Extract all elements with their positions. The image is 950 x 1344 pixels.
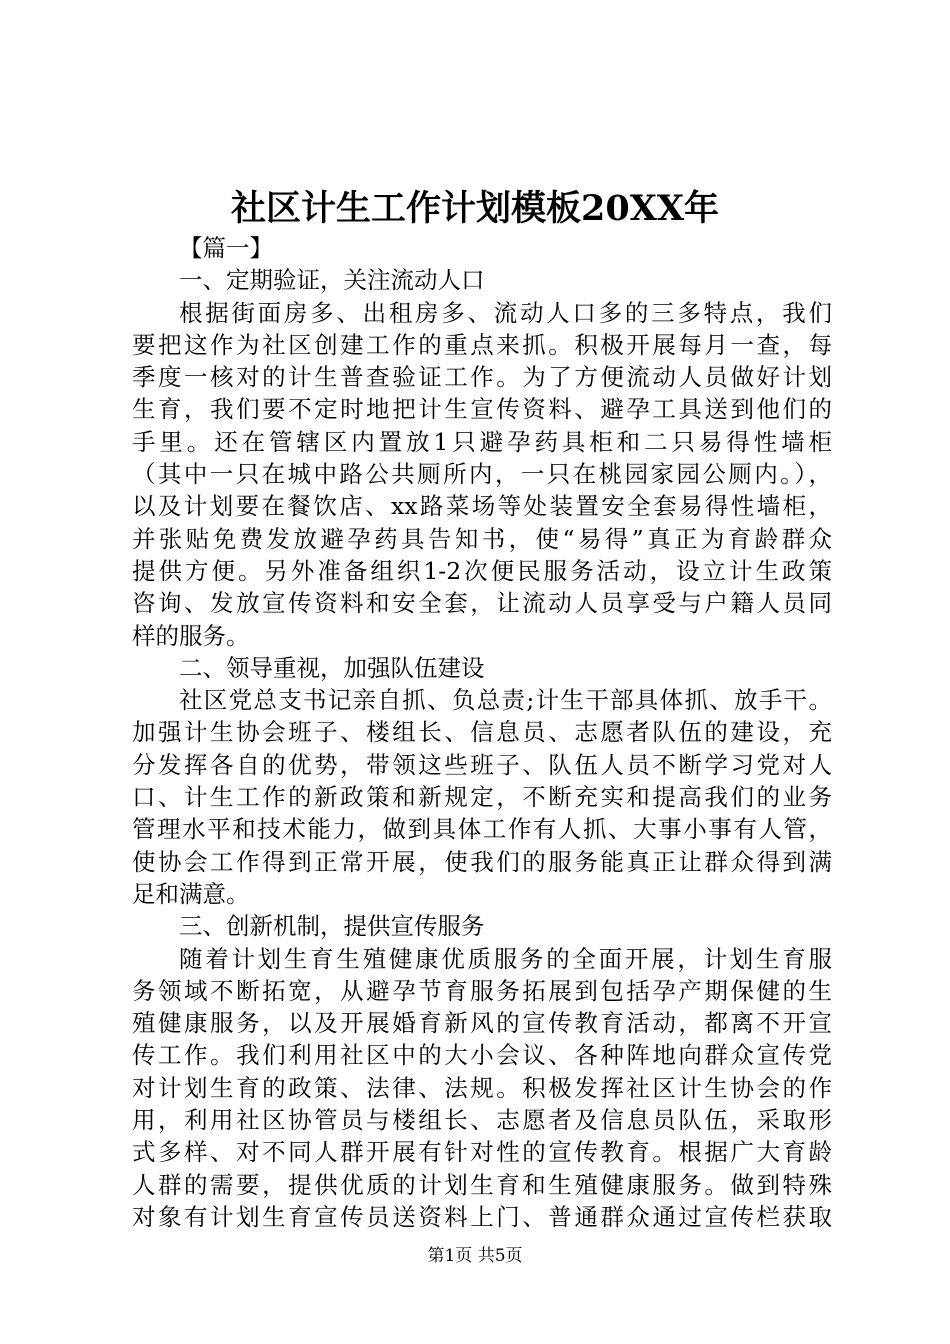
text-line: 并张贴免费发放避孕药具告知书，使“易得”真正为育龄群众 bbox=[132, 524, 832, 553]
text-line: 务领域不断拓宽，从避孕节育服务拓展到包括孕产期保健的生 bbox=[132, 976, 832, 1005]
text-line: 咨询、发放宣传资料和安全套，让流动人员享受与户籍人员同 bbox=[132, 589, 832, 618]
text-line: 随着计划生育生殖健康优质服务的全面开展，计划生育服 bbox=[179, 944, 832, 973]
text-line: 管理水平和技术能力，做到具体工作有人抓、大事小事有人管， bbox=[132, 815, 832, 844]
text-line: 以及计划要在餐饮店、xx路菜场等处装置安全套易得性墙柜， bbox=[132, 492, 832, 521]
text-line: 足和满意。 bbox=[132, 879, 250, 908]
text-line: 分发挥各自的优势，带领这些班子、队伍人员不断学习党对人 bbox=[132, 750, 832, 779]
text-line: 殖健康服务，以及开展婚育新风的宣传教育活动，都离不开宣 bbox=[132, 1009, 832, 1038]
text-line: 样的服务。 bbox=[132, 621, 250, 650]
text-line: 社区党总支书记亲自抓、负总责;计生干部具体抓、放手干。 bbox=[179, 686, 832, 715]
text-line: 根据街面房多、出租房多、流动人口多的三多特点，我们 bbox=[179, 298, 832, 327]
text-line: 提供方便。另外准备组织1-2次便民服务活动，设立计生政策 bbox=[132, 556, 832, 585]
text-line: 对象有计划生育宣传员送资料上门、普通群众通过宣传栏获取 bbox=[132, 1202, 832, 1231]
text-line: 要把这作为社区创建工作的重点来抓。积极开展每月一查，每 bbox=[132, 330, 832, 359]
text-line: 一、定期验证，关注流动人口 bbox=[179, 266, 485, 295]
text-line: 三、创新机制，提供宣传服务 bbox=[179, 912, 485, 941]
text-line: 人群的需要，提供优质的计划生育和生殖健康服务。做到特殊 bbox=[132, 1170, 832, 1199]
text-line: 季度一核对的计生普查验证工作。为了方便流动人员做好计划 bbox=[132, 363, 832, 392]
text-line: 二、领导重视，加强队伍建设 bbox=[179, 653, 485, 682]
text-line: 式多样、对不同人群开展有针对性的宣传教育。根据广大育龄 bbox=[132, 1138, 832, 1167]
document-title: 社区计生工作计划模板20XX年 bbox=[230, 188, 720, 229]
text-line: 【篇一】 bbox=[179, 234, 273, 262]
text-line: 口、计生工作的新政策和新规定，不断充实和提高我们的业务 bbox=[132, 783, 832, 812]
text-line: 生育，我们要不定时地把计生宣传资料、避孕工具送到他们的 bbox=[132, 395, 832, 424]
text-line: 传工作。我们利用社区中的大小会议、各种阵地向群众宣传党 bbox=[132, 1041, 832, 1070]
page-footer: 第1页 共5页 bbox=[427, 1246, 523, 1266]
text-line: 加强计生协会班子、楼组长、信息员、志愿者队伍的建设，充 bbox=[132, 718, 832, 747]
document-body bbox=[132, 232, 832, 1233]
text-line: 对计划生育的政策、法律、法规。积极发挥社区计生协会的作 bbox=[132, 1073, 832, 1102]
text-line: 使协会工作得到正常开展，使我们的服务能真正让群众得到满 bbox=[132, 847, 832, 876]
text-line: 用，利用社区协管员与楼组长、志愿者及信息员队伍，采取形 bbox=[132, 1106, 832, 1135]
text-line: 手里。还在管辖区内置放1只避孕药具柜和二只易得性墙柜 bbox=[132, 427, 832, 456]
text-line: （其中一只在城中路公共厕所内，一只在桃园家园公厕内。）， bbox=[132, 460, 832, 489]
